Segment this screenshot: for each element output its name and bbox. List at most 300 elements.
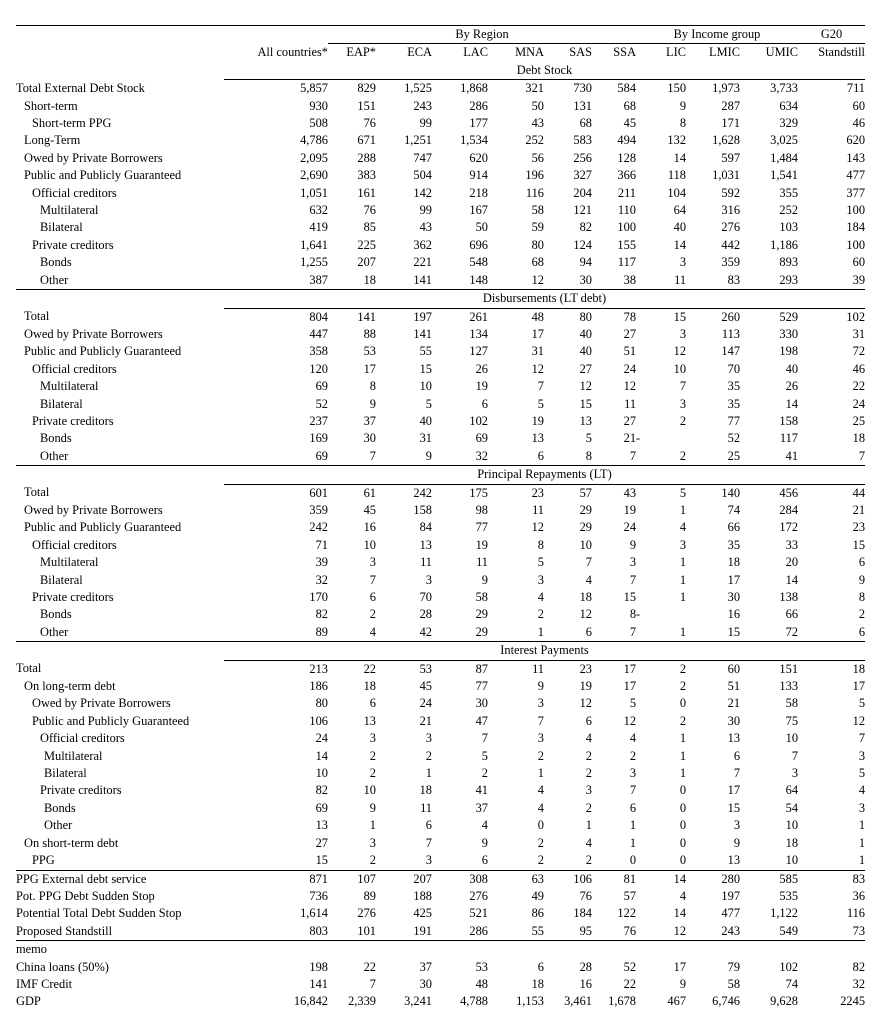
table-cell: 68: [579, 116, 592, 131]
table-cell: 52: [315, 396, 328, 411]
table-cell: 2: [537, 853, 544, 868]
table-cell: 1,973: [712, 81, 741, 96]
row-label: Bilateral: [40, 572, 83, 587]
table-cell: 141: [413, 326, 432, 341]
section-title: Principal Repayments (LT): [224, 466, 865, 484]
table-cell: 40: [579, 326, 592, 341]
table-cell: 6: [585, 713, 592, 728]
table-row: [16, 361, 865, 378]
row-label: Bonds: [44, 800, 76, 815]
table-cell: 1: [537, 624, 544, 639]
table-cell: 1: [585, 818, 592, 833]
table-cell: 17: [531, 326, 544, 341]
row-label: Total: [24, 485, 50, 500]
table-cell: 3: [791, 766, 799, 781]
table-cell: 1: [679, 572, 687, 587]
table-cell: 7: [537, 379, 544, 394]
table-cell: 1,628: [712, 133, 741, 148]
table-cell: 252: [779, 203, 799, 218]
table-row: [16, 730, 865, 747]
group-header-row: [16, 26, 865, 44]
row-label: Other: [44, 818, 73, 833]
table-cell: 0: [679, 818, 687, 833]
table-cell: 2: [585, 766, 592, 781]
table-cell: 419: [309, 220, 328, 235]
row-label: Other: [40, 448, 69, 463]
table-cell: 1: [369, 818, 376, 833]
table-cell: 17: [623, 661, 637, 676]
column-header: All countries*: [257, 45, 328, 60]
table-cell: 1,153: [516, 994, 544, 1009]
table-cell: 2: [679, 713, 687, 728]
debt-table: [16, 25, 865, 1011]
table-cell: 287: [721, 98, 741, 113]
table-cell: 893: [779, 255, 799, 270]
table-cell: 7: [369, 572, 376, 587]
table-cell: 2: [537, 607, 544, 622]
table-cell: 8: [585, 448, 592, 463]
table-cell: 95: [544, 923, 592, 941]
table-cell: 7: [629, 783, 637, 798]
table-cell: 2,690: [300, 168, 328, 183]
table-cell: 3: [425, 572, 432, 587]
table-cell: 4,786: [300, 133, 328, 148]
table-cell: 1,641: [300, 237, 328, 252]
table-cell: 1: [679, 766, 687, 781]
table-cell: 184: [846, 220, 866, 235]
table-cell: 24: [315, 731, 328, 746]
table-cell: 6: [369, 590, 376, 604]
table-cell: 17: [363, 361, 376, 376]
table-cell: 1,122: [770, 906, 799, 921]
column-header: MNA: [515, 45, 544, 60]
table-cell: 1,051: [300, 185, 328, 200]
table-cell: 19: [531, 413, 544, 428]
table-cell: 4,788: [460, 994, 488, 1009]
table-row: [16, 905, 865, 922]
row-label: Public and Publicly Guaranteed: [32, 713, 190, 728]
table-cell: 69: [315, 379, 328, 394]
table-cell: 60: [852, 98, 866, 113]
table-cell: 30: [475, 696, 488, 711]
table-row: [16, 923, 865, 941]
section-header-row: [16, 62, 865, 80]
table-cell: 18: [363, 679, 376, 694]
table-cell: 158: [413, 502, 432, 517]
table-cell: 8: [858, 590, 866, 604]
table-cell: 316: [721, 203, 741, 218]
table-cell: 22: [363, 959, 376, 974]
table-row: [16, 448, 865, 466]
table-cell: 12: [623, 713, 637, 728]
section-title: Disbursements (LT debt): [224, 290, 865, 308]
table-cell: 286: [469, 98, 488, 113]
table-cell: 12: [636, 923, 686, 941]
table-row: [16, 748, 865, 765]
table-cell: 28: [579, 959, 592, 974]
table-cell: 12: [579, 696, 592, 711]
table-row: [16, 888, 865, 905]
table-cell: 18: [852, 431, 866, 446]
table-cell: 44: [852, 485, 866, 500]
table-cell: 196: [525, 168, 544, 183]
table-cell: 1,186: [770, 237, 799, 252]
table-cell: 102: [469, 413, 488, 428]
table-cell: 184: [573, 906, 592, 921]
table-cell: 829: [357, 81, 376, 96]
table-cell: 138: [779, 590, 799, 604]
table-cell: 12: [531, 272, 544, 287]
table-cell: 2: [481, 766, 488, 781]
row-label: GDP: [16, 994, 41, 1009]
table-cell: 66: [785, 607, 799, 622]
table-cell: 10: [419, 379, 432, 394]
table-cell: 15: [419, 361, 432, 376]
table-cell: 3: [585, 783, 592, 798]
table-cell: 51: [727, 679, 741, 694]
table-cell: 0: [537, 818, 544, 833]
table-cell: 116: [525, 185, 544, 200]
table-cell: 276: [469, 888, 488, 903]
row-label: Bonds: [40, 607, 72, 622]
table-cell: 0: [679, 696, 687, 711]
table-cell: 13: [531, 431, 544, 446]
table-cell: 9: [481, 835, 488, 850]
table-cell: 12: [852, 713, 866, 728]
table-cell: 27: [315, 835, 328, 850]
table-cell: 529: [779, 309, 799, 324]
table-cell: 1,534: [460, 133, 488, 148]
table-cell: 24: [419, 696, 432, 711]
row-label: Potential Total Debt Sudden Stop: [16, 906, 182, 921]
table-cell: 5: [537, 396, 544, 411]
table-cell: 151: [357, 98, 376, 113]
table-row: [16, 343, 865, 360]
table-cell: 256: [573, 150, 592, 165]
table-cell: 330: [779, 326, 799, 341]
table-cell: 43: [623, 485, 637, 500]
table-row: [16, 185, 865, 202]
table-cell: 477: [846, 168, 866, 183]
table-cell: 39: [315, 555, 328, 570]
table-cell: 17: [852, 679, 866, 694]
table-cell: 2: [679, 448, 687, 463]
table-cell: 5: [537, 555, 544, 570]
table-cell: 18: [419, 783, 432, 798]
table-cell: 803: [224, 923, 328, 941]
table-cell: 286: [432, 923, 488, 941]
table-cell: 1: [629, 818, 637, 833]
table-row: [16, 817, 865, 834]
table-cell: 252: [525, 133, 544, 148]
table-cell: 2: [585, 800, 592, 815]
table-cell: -: [636, 431, 641, 446]
table-cell: 15: [727, 624, 741, 639]
table-cell: 3,241: [404, 994, 432, 1009]
table-cell: 7: [733, 766, 741, 781]
table-cell: 11: [624, 396, 637, 411]
table-cell: 18: [785, 835, 799, 850]
table-cell: 15: [673, 309, 687, 324]
row-label: Short-term PPG: [32, 116, 112, 131]
table-cell: 38: [623, 272, 637, 287]
table-cell: 0: [679, 800, 687, 815]
table-cell: 188: [413, 888, 432, 903]
table-cell: 17: [727, 572, 741, 587]
table-cell: 11: [532, 661, 544, 676]
column-header-row: [16, 44, 865, 62]
table-cell: 69: [475, 431, 488, 446]
table-cell: 4: [679, 888, 687, 903]
table-cell: 2,095: [300, 150, 328, 165]
table-cell: 711: [846, 81, 866, 96]
table-cell: 18: [579, 590, 592, 604]
table-cell: 134: [469, 326, 488, 341]
table-cell: 28: [419, 607, 432, 622]
row-label: Private creditors: [40, 783, 122, 798]
table-cell: 25: [852, 413, 866, 428]
table-cell: 45: [419, 679, 432, 694]
table-cell: 21: [623, 431, 637, 446]
table-cell: 10: [363, 537, 376, 552]
row-label: Owed by Private Borrowers: [32, 696, 171, 711]
table-cell: 3,733: [770, 81, 799, 96]
table-cell: 37: [363, 413, 376, 428]
section-title: Debt Stock: [224, 62, 865, 80]
table-cell: 29: [579, 520, 592, 535]
table-cell: 3: [629, 555, 637, 570]
row-label: PPG: [32, 853, 55, 868]
table-cell: 10: [673, 361, 687, 376]
table-cell: 107: [328, 870, 376, 888]
table-cell: 78: [623, 309, 637, 324]
table-cell: 41: [475, 783, 488, 798]
table-cell: 3: [679, 396, 687, 411]
table-cell: 3: [369, 835, 376, 850]
table-row: [16, 589, 865, 606]
table-cell: 359: [721, 255, 741, 270]
table-cell: 74: [727, 502, 741, 517]
table-cell: 16: [363, 520, 376, 535]
table-cell: 1: [679, 748, 687, 763]
table-cell: 22: [852, 379, 866, 394]
table-cell: 35: [727, 537, 741, 552]
table-cell: 1: [858, 818, 866, 833]
table-cell: 52: [623, 959, 637, 974]
table-cell: 620: [469, 150, 488, 165]
table-cell: 1: [679, 624, 687, 639]
table-row: [16, 678, 865, 695]
table-cell: -: [636, 607, 641, 622]
table-cell: 110: [617, 203, 637, 218]
table-cell: 597: [721, 150, 741, 165]
table-cell: 30: [419, 976, 432, 991]
table-cell: 68: [623, 98, 637, 113]
table-cell: 1,541: [770, 168, 799, 183]
table-row: [16, 800, 865, 817]
table-cell: 260: [721, 309, 741, 324]
row-label: Bonds: [40, 255, 72, 270]
table-cell: 6: [733, 748, 741, 763]
table-cell: 15: [315, 853, 328, 868]
table-cell: 6: [858, 555, 866, 570]
table-row: [16, 695, 865, 712]
table-cell: 535: [779, 888, 799, 903]
table-cell: 2: [629, 748, 637, 763]
table-cell: 14: [636, 870, 686, 888]
table-cell: 18: [727, 555, 741, 570]
table-cell: 3: [629, 766, 637, 781]
table-cell: 548: [469, 255, 488, 270]
table-cell: 355: [779, 185, 799, 200]
table-cell: 49: [531, 888, 544, 903]
group-g20: G20: [798, 26, 865, 44]
table-cell: 11: [674, 272, 687, 287]
row-label: Pot. PPG Debt Sudden Stop: [16, 888, 155, 903]
table-cell: 24: [623, 520, 637, 535]
table-cell: 2: [369, 766, 376, 781]
table-cell: 106: [544, 870, 592, 888]
table-cell: 142: [413, 185, 432, 200]
table-cell: 1: [425, 766, 432, 781]
table-cell: 89: [315, 624, 328, 639]
table-cell: 131: [573, 98, 592, 113]
table-row: [16, 308, 865, 326]
row-label: Short-term: [24, 98, 78, 113]
table-cell: 4: [537, 800, 544, 815]
table-cell: 447: [309, 326, 328, 341]
table-cell: 17: [727, 783, 741, 798]
table-cell: 37: [475, 800, 488, 815]
table-cell: 377: [846, 185, 866, 200]
table-cell: 5: [481, 748, 488, 763]
table-cell: 124: [573, 237, 592, 252]
table-cell: 237: [309, 413, 328, 428]
table-cell: 4: [481, 818, 488, 833]
table-cell: 82: [852, 959, 866, 974]
table-cell: 4: [369, 624, 376, 639]
table-cell: 25: [727, 448, 741, 463]
table-cell: 585: [740, 870, 798, 888]
table-cell: 632: [309, 203, 328, 218]
table-cell: 4: [858, 783, 866, 798]
table-cell: 747: [413, 150, 432, 165]
table-cell: 10: [785, 818, 799, 833]
table-row: [16, 572, 865, 589]
table-cell: 43: [531, 116, 544, 131]
table-cell: 31: [419, 431, 432, 446]
row-label: Bonds: [40, 431, 72, 446]
table-cell: 736: [309, 888, 328, 903]
table-cell: 26: [475, 361, 488, 376]
row-label: Multilateral: [40, 203, 99, 218]
table-cell: 1,614: [300, 906, 328, 921]
table-cell: 148: [469, 272, 488, 287]
table-cell: 362: [413, 237, 432, 252]
table-cell: 53: [475, 959, 488, 974]
row-label: Private creditors: [32, 237, 114, 252]
table-cell: 6: [481, 853, 488, 868]
table-cell: 98: [475, 502, 488, 517]
table-cell: 3,461: [564, 994, 592, 1009]
table-row: [16, 115, 865, 132]
table-cell: 140: [721, 485, 741, 500]
table-row: [16, 519, 865, 536]
table-cell: 3: [679, 537, 687, 552]
table-cell: 81: [592, 870, 636, 888]
table-cell: 18: [363, 272, 376, 287]
table-row: [16, 80, 865, 98]
table-row: [16, 537, 865, 554]
table-cell: 75: [785, 713, 799, 728]
table-cell: 57: [623, 888, 637, 903]
table-cell: 47: [475, 713, 488, 728]
table-cell: 68: [531, 255, 544, 270]
table-cell: 359: [309, 502, 328, 517]
table-cell: 21: [852, 502, 866, 517]
table-cell: 7: [425, 835, 432, 850]
table-cell: 4: [585, 572, 592, 587]
table-cell: 242: [309, 520, 328, 535]
section-header-row: [16, 642, 865, 660]
table-cell: 31: [531, 344, 544, 359]
table-cell: 4: [679, 520, 687, 535]
table-cell: 141: [309, 976, 328, 991]
row-label: PPG External debt service: [16, 870, 224, 888]
table-cell: 23: [852, 520, 866, 535]
table-cell: 19: [579, 679, 592, 694]
table-cell: 53: [419, 661, 432, 676]
table-cell: 10: [363, 783, 376, 798]
table-cell: 12: [673, 344, 687, 359]
table-cell: 2: [858, 607, 866, 622]
table-cell: 64: [785, 783, 799, 798]
row-label: China loans (50%): [16, 959, 109, 974]
table-cell: 6: [537, 448, 544, 463]
table-cell: 930: [309, 98, 328, 113]
table-cell: 13: [363, 713, 376, 728]
table-cell: 2245: [840, 994, 866, 1009]
table-cell: 17: [623, 679, 637, 694]
row-label: Owed by Private Borrowers: [24, 326, 163, 341]
table-cell: 155: [617, 237, 637, 252]
table-cell: 2: [369, 607, 376, 622]
table-cell: 601: [309, 485, 328, 500]
table-cell: 99: [419, 116, 432, 131]
table-cell: 5: [585, 431, 592, 446]
table-cell: 8: [629, 607, 637, 622]
table-row: [16, 98, 865, 115]
table-cell: 33: [785, 537, 799, 552]
table-row: [16, 254, 865, 271]
row-label: Public and Publicly Guaranteed: [24, 520, 182, 535]
table-cell: 32: [475, 448, 488, 463]
table-cell: 100: [617, 220, 637, 235]
table-cell: 213: [309, 661, 328, 676]
table-cell: 27: [579, 361, 592, 376]
table-cell: 7: [629, 572, 637, 587]
table-cell: 2: [585, 748, 592, 763]
table-cell: 696: [469, 237, 488, 252]
group-by-region: By Region: [328, 26, 636, 44]
table-cell: 89: [363, 888, 376, 903]
table-cell: 58: [531, 203, 544, 218]
table-cell: 1,525: [404, 81, 432, 96]
row-label: On long-term debt: [24, 679, 116, 694]
table-cell: 7: [481, 731, 488, 746]
table-cell: 72: [852, 344, 866, 359]
table-cell: 100: [846, 237, 866, 252]
